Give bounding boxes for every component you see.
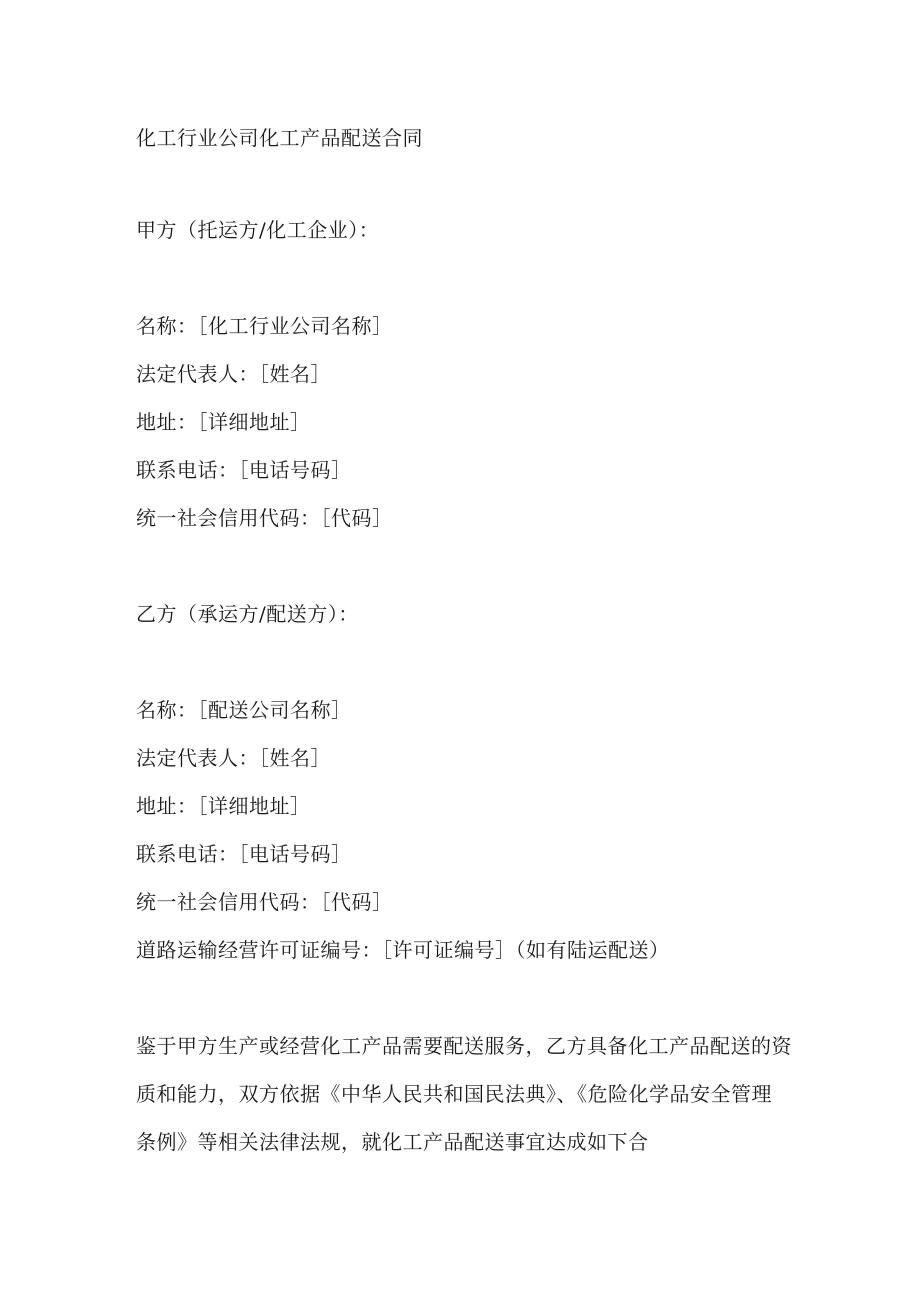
party-a-credit-code: 统一社会信用代码：［代码］ xyxy=(136,506,393,530)
party-b-license: 道路运输经营许可证编号：［许可证编号］（如有陆运配送） xyxy=(136,938,670,962)
party-a-legal-rep: 法定代表人：［姓名］ xyxy=(136,362,331,386)
party-b-legal-rep: 法定代表人：［姓名］ xyxy=(136,746,331,770)
party-b-name: 名称：［配送公司名称］ xyxy=(136,698,352,722)
preamble-line-1: 鉴于甲方生产或经营化工产品需要配送服务，乙方具备化工产品配送的资 xyxy=(136,1034,792,1058)
party-a-address: 地址：［详细地址］ xyxy=(136,410,311,434)
party-b-phone: 联系电话：［电话号码］ xyxy=(136,842,352,866)
preamble-line-2: 质和能力，双方依据《中华人民共和国民法典》、《危险化学品安全管理 xyxy=(136,1082,772,1106)
document-title: 化工行业公司化工产品配送合同 xyxy=(136,126,423,150)
party-a-phone: 联系电话：［电话号码］ xyxy=(136,458,352,482)
party-b-credit-code: 统一社会信用代码：［代码］ xyxy=(136,890,393,914)
party-a-name: 名称：［化工行业公司名称］ xyxy=(136,314,393,338)
party-b-address: 地址：［详细地址］ xyxy=(136,794,311,818)
party-a-heading: 甲方（托运方/化工企业）： xyxy=(136,218,380,242)
preamble-line-3: 条例》等相关法律法规，就化工产品配送事宜达成如下合 xyxy=(136,1130,649,1154)
party-b-heading: 乙方（承运方/配送方）： xyxy=(136,602,359,626)
